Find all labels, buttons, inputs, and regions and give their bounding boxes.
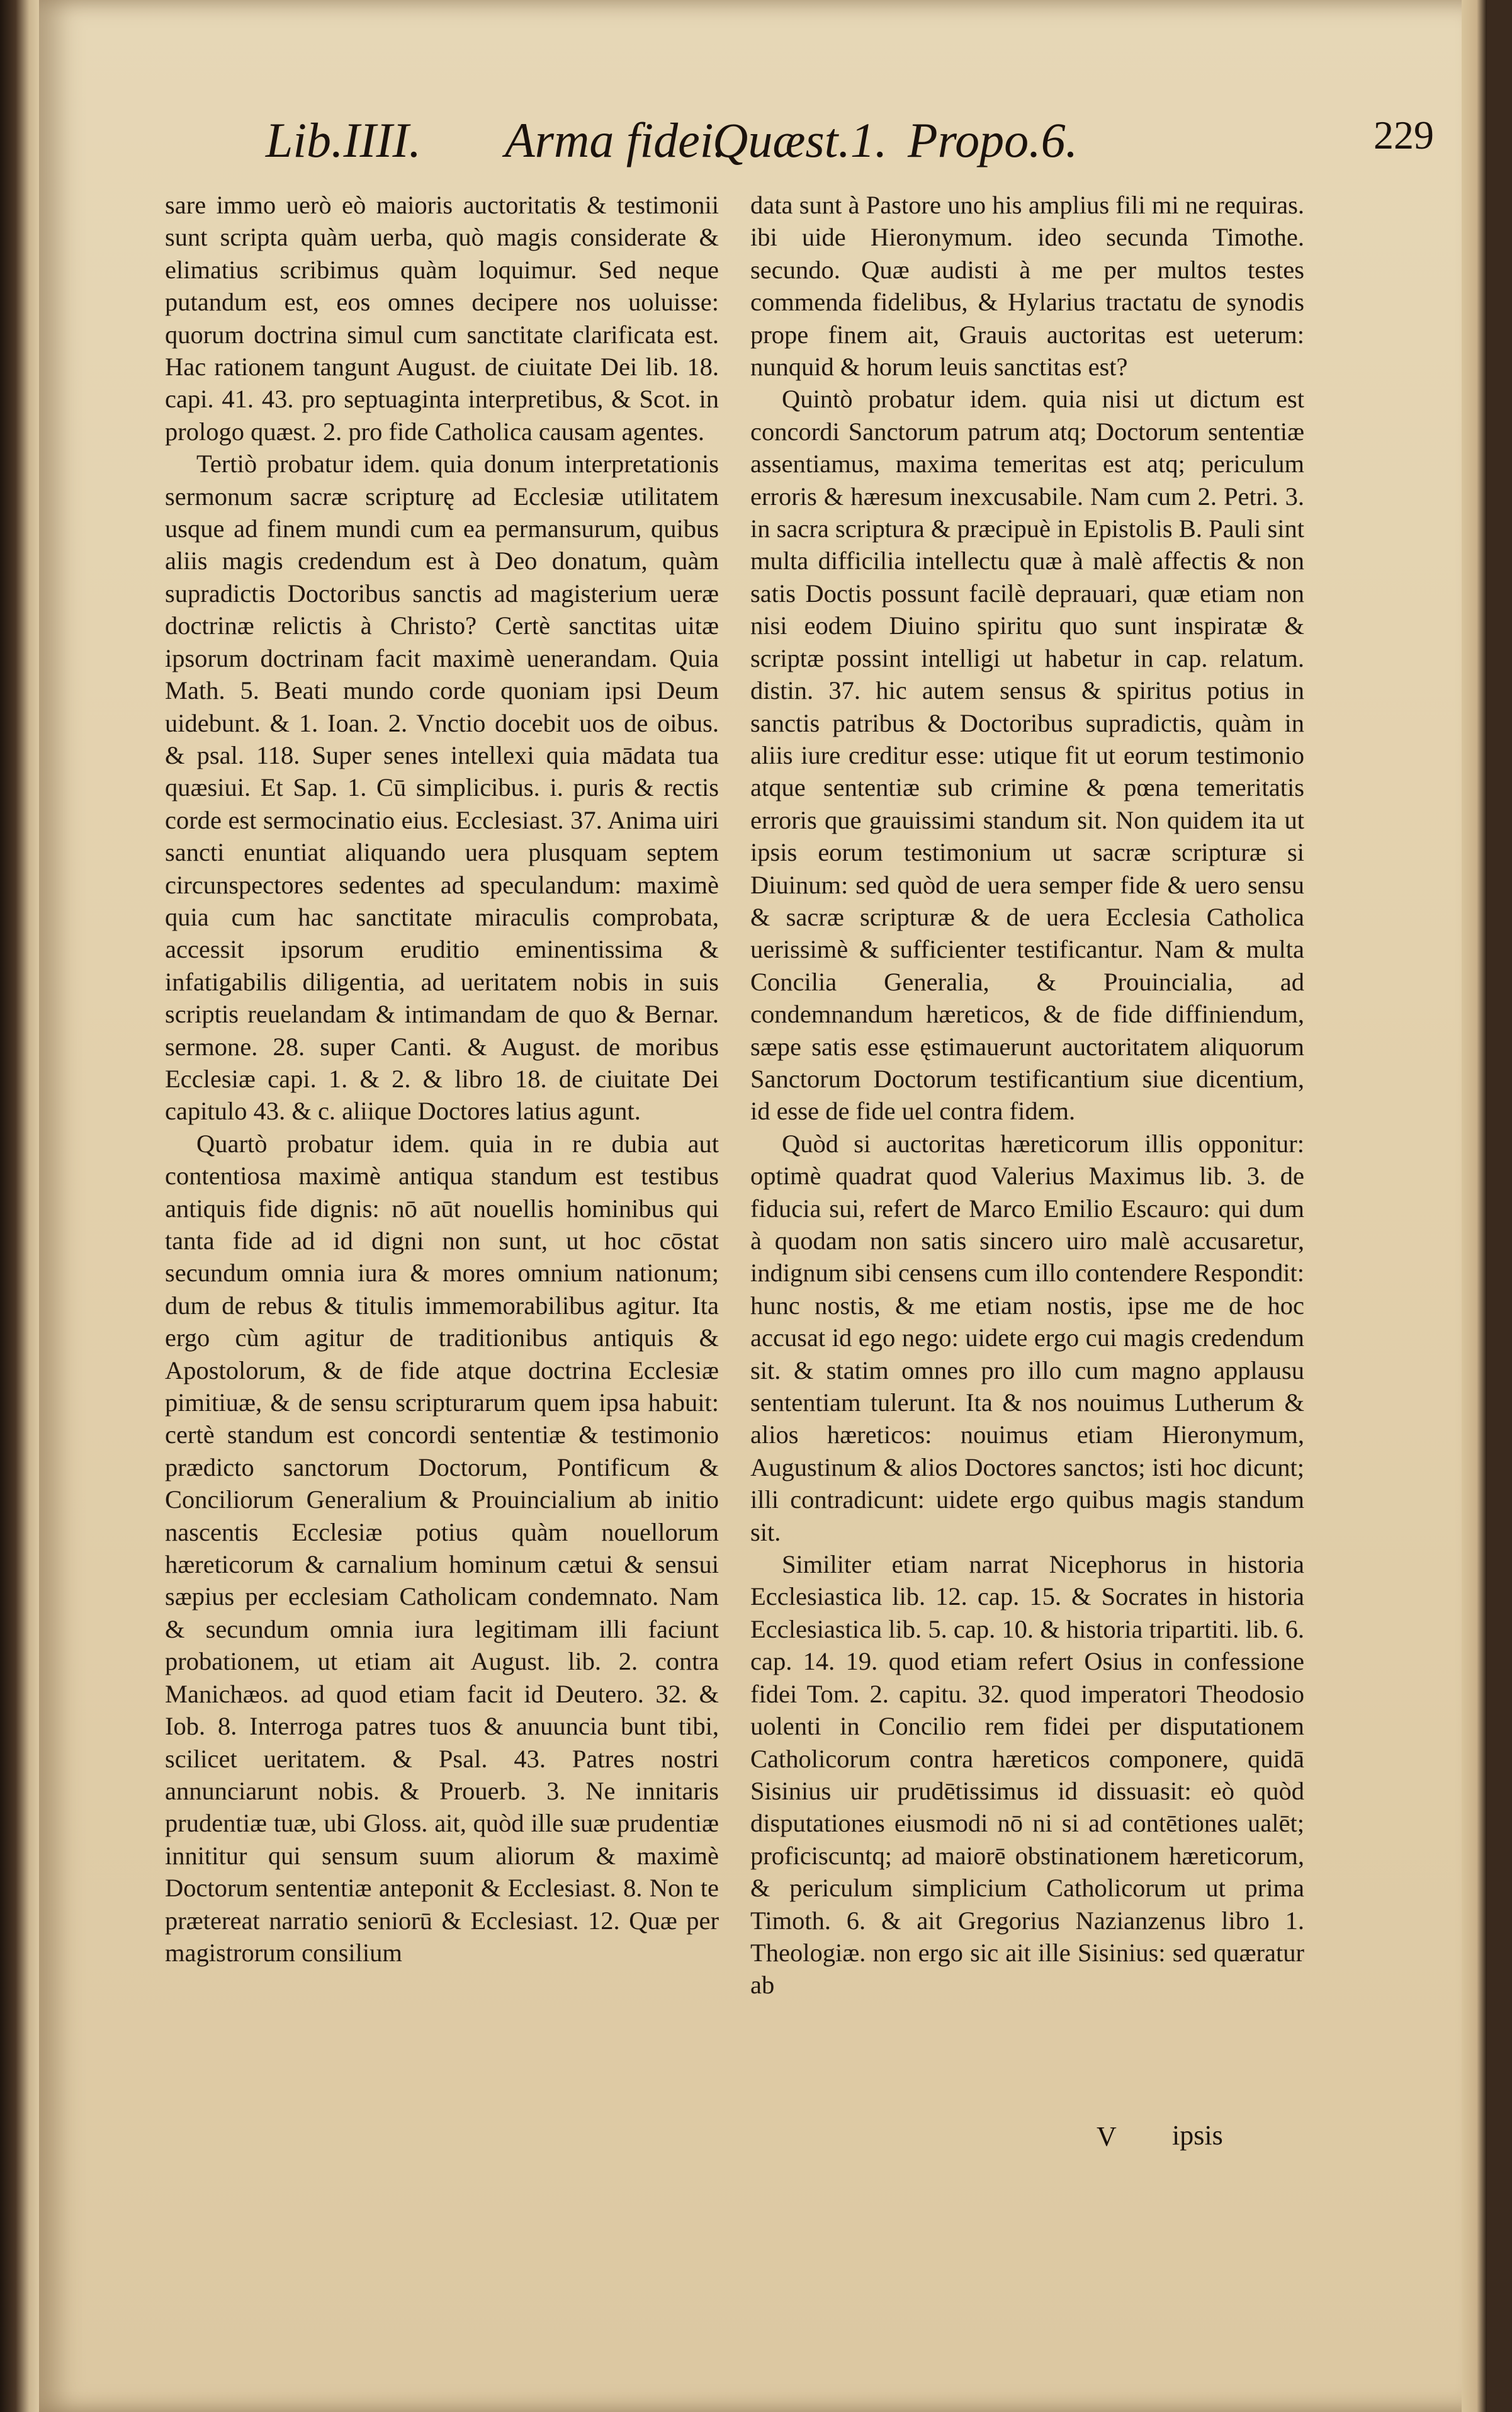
left-paragraph: sare immo uerò eò maioris auctoritatis & testimonii sunt scripta quàm uerba, quò magis considerate & elimatius scribimus quàm loquimur. Sed neque putandum est, eos omnes decipere nos uoluisse: quorum doctrina simul cum sanctitate clarificata est. Hac rationem tangunt August. de ciuitate Dei lib. 18. capi. 41. 43. pro septuaginta interpretibus, & Scot. in prologo quæst. 2. pro fide Catholica causam agentes.: [165, 191, 719, 446]
catchword: ipsis: [1172, 2120, 1223, 2151]
header-proposition: Propo.6.: [908, 113, 1078, 167]
left-paragraph: Tertiò probatur idem. quia donum interpretationis sermonum sacræ scripturę ad Ecclesiæ utilitatem usque ad finem mundi cum ea permansurum, quibus aliis magis credendum est à Deo donatum, quàm supradictis Doctoribus sanctis ad magisterium ueræ doctrinæ relictis à Christo? Certè sanctitas uitæ ipsorum doctrinam facit maximè uenerandam. Quia Math. 5. Beati mundo corde quoniam ipsi Deum uidebunt. & 1. Ioan. 2. Vnctio docebit uos de oibus. & psal. 118. Super senes intellexi quia mādata tua quæsiui. Et Sap. 1. Cū simplicibus. i. puris & rectis corde est sermocinatio eius. Ecclesiast. 37. Anima uiri sancti enuntiat aliquando uera plusquam septem circunspectores sedentes ad speculandum: maximè quia cum hac sanctitate miraculis comprobata, accessit ipsorum eruditio eminentissima & infatigabilis diligentia, ad ueritatem nobis in suis scriptis reuelandam & intimandam de quo & Bernar. sermone. 28. super Canti. & August. de moribus Ecclesiæ capi. 1. & 2. & libro 18. de ciuitate Dei capitulo 43. & c. aliique Doctores latius agunt.: [165, 450, 719, 1126]
page-number: 229: [1374, 113, 1434, 157]
header-title: Arma fidei.: [505, 113, 726, 167]
right-paragraph: Similiter etiam narrat Nicephorus in historia Ecclesiastica lib. 12. cap. 15. & Socrates in historia Ecclesiastica lib. 5. cap. 10. & historia tripartiti. lib. 6. cap. 14. 19. quod etiam refert Osius in confessione fidei Tom. 2. capitu. 32. quod imperatori Theodosio uolenti in Concilio rem fidei per disputationem Catholicorum contra hæreticos componere, quidā Sisinius uir prudētissimus id dissuasit: eò quòd disputationes eiusmodi nō ni si ad contētiones ualēt; proficiscuntq; ad maiorē obstinationem hæreticorum, & periculum simplicium Catholicorum ut prima Timoth. 6. & ait Gregorius Nazianzenus libro 1. Theologiæ. non ergo sic ait ille Sisinius: sed quæratur ab: [750, 1550, 1304, 2000]
header-book: Lib.IIII.: [266, 113, 421, 167]
page-edge: [1462, 0, 1487, 2412]
book-page: [39, 0, 1487, 2412]
right-paragraph: data sunt à Pastore uno his amplius fili mi ne requiras. ibi uide Hieronymum. ideo secunda Timothe. secundo. Quæ audisti à me per multos testes commenda fidelibus, & Hylarius tractatu de synodis prope finem ait, Grauis auctoritas est ueterum: nunquid & horum leuis sanctitas est?: [750, 191, 1304, 382]
right-paragraph: Quintò probatur idem. quia nisi ut dictum est concordi Sanctorum patrum atq; Doctorum sententiæ assentiamus, maxima temeritas est atq; periculum erroris & hæresum inexcusabile. Nam cum 2. Petri. 3. in sacra scriptura & præcipuè in Epistolis B. Pauli sint multa difficilia intellectu quæ à malè affectis & non satis Doctis possunt facilè deprauari, quæ etiam non nisi eodem Diuino spiritu quo sunt inspiratæ & scriptæ possint intelligi ut habetur in cap. relatum. distin. 37. hic autem sensus & spiritus potius in sanctis patribus & Doctoribus supradictis, quàm in aliis iure creditur esse: utique fit ut eorum testimonio atque sententiæ sub crimine & pœna temeritatis erroris que grauissimi standum sit. Non quidem ita ut ipsis eorum testimonium ut sacræ scripturæ si Diuinum: sed quòd de uera semper fide & uero sensu & sacræ scripturæ & de uera Ecclesia Catholica uerissimè & sufficienter testificantur. Nam & multa Concilia Generalia, & Prouincialia, ad condemnandum hæreticos, & de fide diffiniendum, sæpe satis esse ęstimauerunt auctoritatem aliquorum Sanctorum Doctorum testificantium siue dicentium, id esse de fide uel contra fidem.: [750, 385, 1304, 1126]
right-paragraph: Quòd si auctoritas hæreticorum illis opponitur: optimè quadrat quod Valerius Maximus lib. 3. de fiducia sui, refert de Marco Emilio Escauro: qui dum à quodam non satis sincero uiro malè accusaretur, indignum sibi censens cum illo contendere Respondit: hunc nostis, & me etiam nostis, ipse me de hoc accusat id ego nego: uidete ergo cui magis credendum sit. & statim omnes pro illo cum magno applausu sententiam tulerunt. Ita & nos nouimus Lutherum & alios hæreticos: nouimus etiam Hieronymum, Augustinum & alios Doctores sanctos; isti hoc dicunt; illi contradicunt: uidete ergo quibus magis standum sit.: [750, 1129, 1304, 1546]
header-question: Quæst.1.: [713, 113, 888, 167]
running-header: [215, 112, 1434, 175]
book-gutter: [0, 0, 39, 2412]
signature-mark: V: [1097, 2121, 1117, 2152]
left-paragraph: Quartò probatur idem. quia in re dubia aut contentiosa maximè antiqua standum est testibus antiquis fide dignis: nō aūt nouellis hominibus qui tanta fide ad id digni non sunt, ut hoc cōstat secundum omnia iura & mores omnium nationum; dum de rebus & titulis immemorabilibus agitur. Ita ergo cùm agitur de traditionibus antiquis & Apostolorum, & de fide atque doctrina Ecclesiæ pimitiuæ, & de sensu scripturarum quem ipsa habuit: certè standum est concordi sententiæ & testimonio prædicto sanctorum Doctorum, Pontificum & Conciliorum Generalium & Prouincialium ab initio nascentis Ecclesiæ potius quàm nouellorum hæreticorum & carnalium hominum cætui & sensui sæpius per ecclesiam Catholicam condemnato. Nam & secundum omnia iura legitimam illi faciunt probationem, ut etiam ait August. lib. 2. contra Manichæos. ad quod etiam facit id Deutero. 32. & Iob. 8. Interroga patres tuos & anuuncia bunt tibi, scilicet ueritatem. & Psal. 43. Patres nostri annunciarunt nobis. & Prouerb. 3. Ne innitaris prudentiæ tuæ, ubi Gloss. ait, quòd ille suæ prudentiæ innititur qui sensum suum aliorum & maximè Doctorum sententiæ anteponit & Ecclesiast. 8. Non te prætereat narratio seniorū & Ecclesiast. 12. Quæ per magistrorum consilium: [165, 1129, 719, 1967]
left-column: [165, 189, 719, 2153]
right-column: [750, 189, 1304, 2153]
